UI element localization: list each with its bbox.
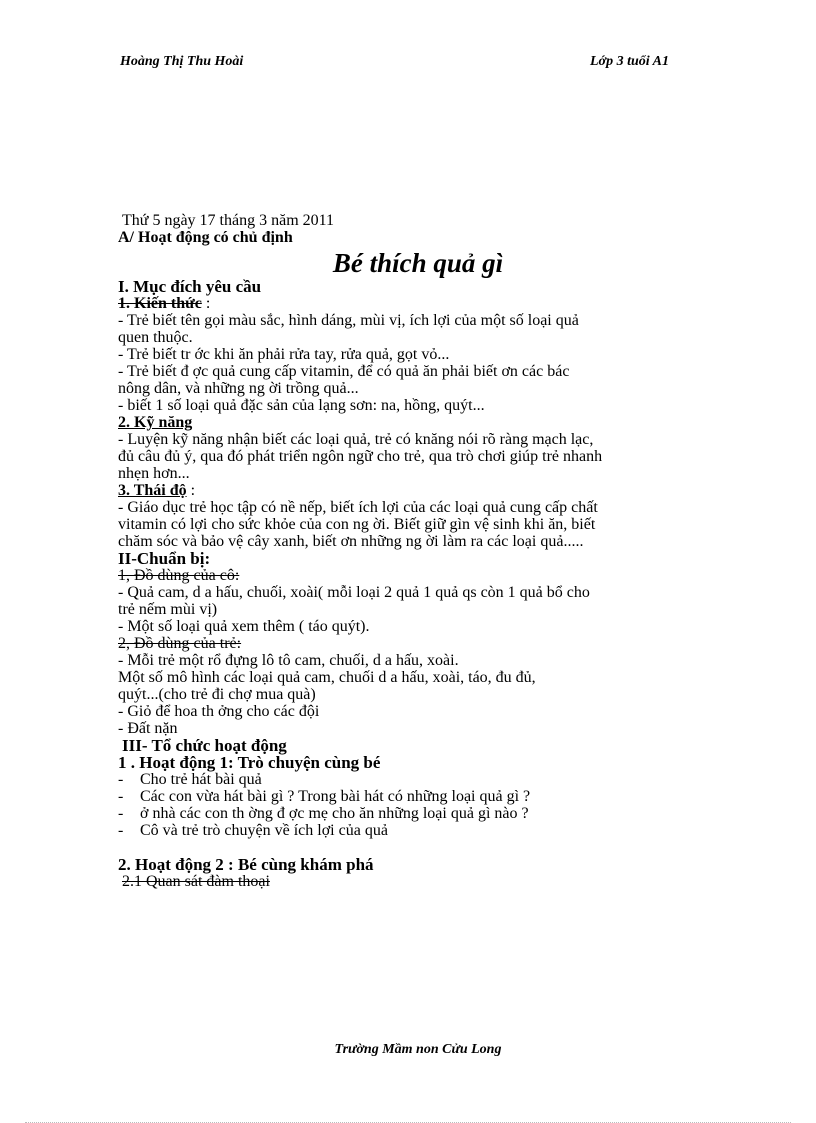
knowledge-line: quen thuộc. [118,329,193,346]
attitude-list [118,499,708,550]
section-1-heading: I. Mục đích yêu cầu [118,277,262,296]
list-item-text: Cho trẻ hát bài quả [140,771,262,788]
knowledge-heading-row [118,295,708,312]
knowledge-line: - biết 1 số loại quả đặc sản của lạng sơn: na, hồng, quýt... [118,397,485,414]
teacher-materials-line: trẻ nếm mùi vị) [118,601,218,618]
footer-school: Trường Mầm non Cửu Long [334,1042,502,1057]
activity-1-list [118,771,708,839]
header-class: Lớp 3 tuổi A1 [590,54,669,69]
child-materials-line: - Mỗi trẻ một rổ đựng lô tô cam, chuối, d a hấu, xoài. [118,652,459,669]
section-a-heading: A/ Hoạt động có chủ định [118,229,293,246]
lesson-title: Bé thích quả gì [332,248,504,278]
attitude-line: chăm sóc và bảo vệ cây xanh, biết ơn những ng ời làm ra các loại quả..... [118,533,584,550]
skills-line: nhẹn hơn... [118,465,190,482]
list-item-text: Cô và trẻ trò chuyện về ích lợi của quả [140,822,388,839]
section-2-heading: II-Chuẩn bị: [118,549,211,568]
knowledge-line: - Trẻ biết tên gọi màu sắc, hình dáng, mùi vị, ích lợi của một số loại quả [118,312,579,329]
activity-1-heading: 1 . Hoạt động 1: Trò chuyện cùng bé [118,753,381,772]
skills-heading: 2. Kỹ năng [118,414,193,431]
teacher-materials-heading: 1, Đồ dùng của cô: [118,567,240,584]
knowledge-heading: 1. Kiến thức [118,295,202,312]
child-materials-line: - Đất nặn [118,720,178,737]
list-item: - ở nhà các con th ờng đ ợc mẹ cho ăn những loại quả gì nào ? [118,805,529,822]
list-item-text: ở nhà các con th ờng đ ợc mẹ cho ăn những loại quả gì nào ? [140,805,529,822]
knowledge-list [118,312,708,414]
child-materials-heading: 2, Đồ dùng của trẻ: [118,635,242,652]
header-author: Hoàng Thị Thu Hoài [120,54,244,69]
attitude-heading-row [118,482,708,499]
list-item-text: Các con vừa hát bài gì ? Trong bài hát có những loại quả gì ? [140,788,531,805]
section-3-heading: III- Tổ chức hoạt động [122,736,287,755]
child-materials-line: - Giỏ để hoa th ởng cho các đội [118,703,320,720]
skills-list [118,431,708,482]
teacher-materials-line: - Quả cam, d a hấu, chuối, xoài( mỗi loại 2 quả 1 quả qs còn 1 quả bổ cho [118,584,590,601]
knowledge-heading-suffix: : [201,295,211,312]
attitude-line: - Giáo dục trẻ học tập có nề nếp, biết ích lợi của các loại quả cung cấp chất [118,499,598,516]
knowledge-line: nông dân, và những ng ời trồng quả... [118,380,359,397]
activity-2-heading: 2. Hoạt động 2 : Bé cùng khám phá [118,855,374,874]
attitude-heading-suffix: : [186,482,196,499]
skills-line: đủ câu đủ ý, qua đó phát triển ngôn ngữ cho trẻ, qua trò chơi giúp trẻ nhanh [118,448,603,465]
knowledge-line: - Trẻ biết đ ợc quả cung cấp vitamin, để có quả ăn phải biết ơn các bác [118,363,570,380]
child-materials-list [118,652,708,737]
activity-2-subheading: 2.1 Quan sát đàm thoại [122,873,270,890]
list-item: - Cô và trẻ trò chuyện về ích lợi của quả [118,822,388,839]
teacher-materials-list [118,584,708,635]
knowledge-line: - Trẻ biết tr ớc khi ăn phải rửa tay, rửa quả, gọt vỏ... [118,346,450,363]
attitude-line: vitamin có lợi cho sức khỏe của con ng ời. Biết giữ gìn vệ sinh khi ăn, biết [118,516,596,533]
list-item: - Cho trẻ hát bài quả [118,771,262,788]
attitude-heading: 3. Thái độ [118,482,187,499]
child-materials-line: quýt...(cho trẻ đi chợ mua quà) [118,686,316,703]
date-line: Thứ 5 ngày 17 tháng 3 năm 2011 [122,212,335,229]
document-body [118,212,708,890]
teacher-materials-line: - Một số loại quả xem thêm ( táo quýt). [118,618,370,635]
child-materials-line: Một số mô hình các loại quả cam, chuối d a hấu, xoài, táo, đu đủ, [118,669,536,686]
skills-line: - Luyện kỹ năng nhận biết các loại quả, trẻ có knăng nói rõ ràng mạch lạc, [118,431,594,448]
list-item: - Các con vừa hát bài gì ? Trong bài hát có những loại quả gì ? [118,788,531,805]
